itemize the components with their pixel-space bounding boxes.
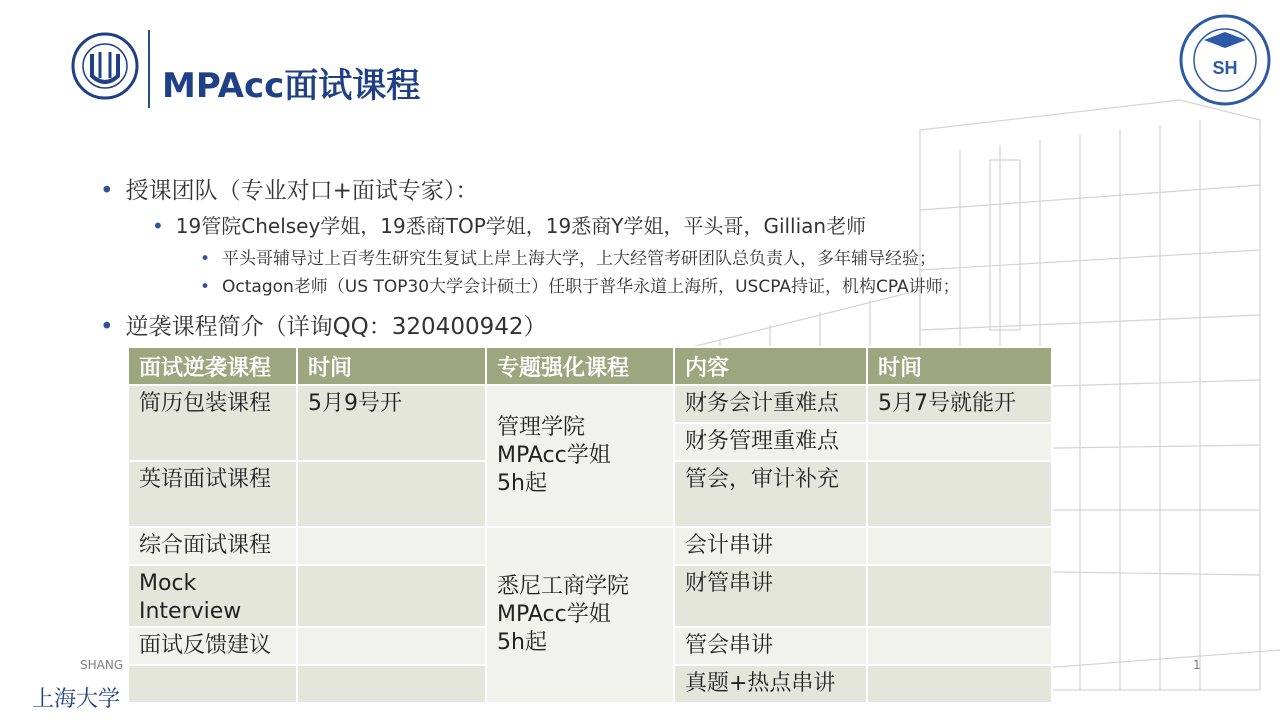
content-accounting-review: 会计串讲 <box>674 527 867 565</box>
table-row <box>128 527 1052 565</box>
header-interview-course: 面试逆袭课程 <box>128 347 297 385</box>
bullet-detail-1 <box>200 244 936 269</box>
group-1-line-3: 5h起 <box>497 471 547 496</box>
course-table <box>127 346 1053 704</box>
team-heading: 授课团队（专业对口+面试专家）： <box>125 178 479 204</box>
course-feedback: 面试反馈建议 <box>128 627 297 665</box>
course-comprehensive: 综合面试课程 <box>128 527 297 565</box>
shanghai-university-logo <box>70 28 140 108</box>
footer-chinese: 上海大学 <box>32 687 121 712</box>
content-fin-management: 财务管理重难点 <box>674 423 867 461</box>
time-right-3 <box>867 461 1052 527</box>
time-right-5 <box>867 565 1052 627</box>
time-right-4 <box>867 527 1052 565</box>
bullet-dot-icon: • <box>100 178 114 204</box>
group-2-line-3: 5h起 <box>497 630 547 655</box>
time-resume: 5月9号开 <box>297 385 486 461</box>
content-ma-review: 管会串讲 <box>674 627 867 665</box>
bullet-detail-2 <box>200 272 960 297</box>
time-comprehensive <box>297 527 486 565</box>
content-exam-review: 真题+热点串讲 <box>674 665 867 703</box>
content-fin-accounting: 财务会计重难点 <box>674 385 867 423</box>
group-2-cell <box>486 527 674 703</box>
bullet-team <box>100 172 478 205</box>
time-mock <box>297 565 486 627</box>
team-members: 19管院Chelsey学姐，19悉商TOP学姐，19悉商Y学姐，平头哥，Gillian老师 <box>175 214 867 238</box>
logo-right-letters: SH <box>1212 58 1238 78</box>
bullet-dot-icon: • <box>152 214 164 238</box>
bullet-dot-icon: • <box>200 277 211 297</box>
content-fm-review: 财管串讲 <box>674 565 867 627</box>
time-right-7 <box>867 665 1052 703</box>
bullet-members <box>152 210 866 239</box>
detail-1-text: 平头哥辅导过上百考生研究生复试上岸上海大学，上大经管考研团队总负责人，多年辅导经验； <box>222 249 937 269</box>
title-divider <box>148 30 150 108</box>
course-empty <box>128 665 297 703</box>
header-time-left: 时间 <box>297 347 486 385</box>
group-1-line-1: 管理学院 <box>497 415 586 440</box>
time-feedback <box>297 627 486 665</box>
page-number: 1 <box>1193 658 1201 672</box>
bullet-dot-icon: • <box>200 249 211 269</box>
bullet-intro <box>100 308 547 341</box>
time-right-6 <box>867 627 1052 665</box>
time-right-2 <box>867 423 1052 461</box>
course-resume: 简历包装课程 <box>128 385 297 461</box>
time-empty <box>297 665 486 703</box>
page-title: MPAcc面试课程 <box>162 66 421 106</box>
group-2-line-2: MPAcc学姐 <box>497 602 611 627</box>
time-english <box>297 461 486 527</box>
intro-heading: 逆袭课程简介（详询QQ：320400942） <box>125 314 547 340</box>
footer-english: SHANG <box>80 658 124 672</box>
detail-2-text: Octagon老师（US TOP30大学会计硕士）任职于普华永道上海所，USCPA持证，机构CPA讲师； <box>222 277 960 297</box>
course-english: 英语面试课程 <box>128 461 297 527</box>
bullet-dot-icon: • <box>100 314 114 340</box>
header-topic-course: 专题强化课程 <box>486 347 674 385</box>
header-time-right: 时间 <box>867 347 1052 385</box>
header-content: 内容 <box>674 347 867 385</box>
course-mock-interview: Mock Interview <box>128 565 297 627</box>
kaoyan-alliance-logo <box>1178 4 1272 118</box>
table-header-row <box>128 347 1052 385</box>
group-1-cell <box>486 385 674 527</box>
group-2-line-1: 悉尼工商学院 <box>497 574 630 599</box>
content-mgmt-audit: 管会，审计补充 <box>674 461 867 527</box>
time-right-1: 5月7号就能开 <box>867 385 1052 423</box>
group-1-line-2: MPAcc学姐 <box>497 443 611 468</box>
table-row <box>128 385 1052 423</box>
